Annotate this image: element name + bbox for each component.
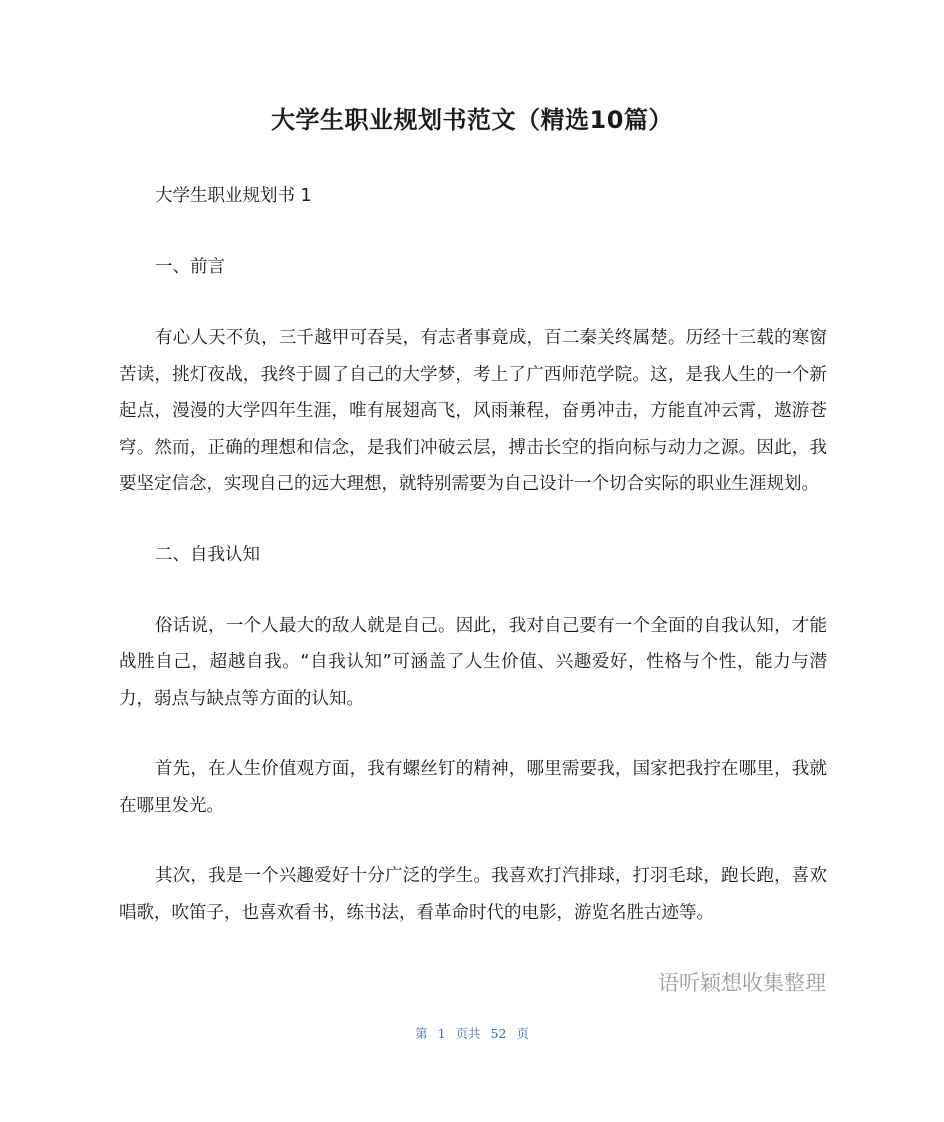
watermark-text: 语听颖想收集整理 <box>658 971 826 995</box>
document-subtitle: 大学生职业规划书 1 <box>155 186 312 206</box>
document-body <box>119 178 827 931</box>
paragraph-hobbies: 其次，我是一个兴趣爱好十分广泛的学生。我喜欢打汽排球，打羽毛球，跑长跑，喜欢唱歌，吹笛子，也喜欢看书，练书法，看革命时代的电影，游览名胜古迹等。 <box>119 866 827 923</box>
section-heading-preface: 一、前言 <box>155 257 225 277</box>
page-footer <box>0 1024 944 1042</box>
footer-total-pages: 52 <box>490 1026 507 1041</box>
footer-prefix: 第 <box>415 1026 428 1041</box>
footer-middle: 页共 <box>455 1026 481 1041</box>
section-heading-self-cognition: 二、自我认知 <box>155 544 260 565</box>
footer-suffix: 页 <box>516 1026 529 1041</box>
paragraph-values: 首先，在人生价值观方面，我有螺丝钉的精神，哪里需要我，国家把我拧在哪里，我就在哪里发光。 <box>119 759 827 816</box>
paragraph-preface: 有心人天不负，三千越甲可吞吴，有志者事竟成，百二秦关终属楚。历经十三载的寒窗苦读，挑灯夜战，我终于圆了自己的大学梦，考上了广西师范学院。这，是我人生的一个新起点，漫漫的大学四年生涯，唯有展翅高飞，风雨兼程，奋勇冲击，方能直冲云霄，遨游苍穹。然而，正确的理想和信念，是我们冲破云层，搏击长空的指向标与动力之源。因此，我要坚定信念，实现自己的远大理想，就特别需要为自己设计一个切合实际的职业生涯规划。 <box>119 328 827 494</box>
document-title: 大学生职业规划书范文（精选10篇） <box>271 106 673 134</box>
footer-current-page: 1 <box>437 1026 446 1041</box>
paragraph-self-cognition-intro: 俗话说，一个人最大的敌人就是自己。因此，我对自己要有一个全面的自我认知，才能战胜自己，超越自我。“自我认知”可涵盖了人生价值、兴趣爱好，性格与个性，能力与潜力，弱点与缺点等方面的认知。 <box>119 615 827 709</box>
